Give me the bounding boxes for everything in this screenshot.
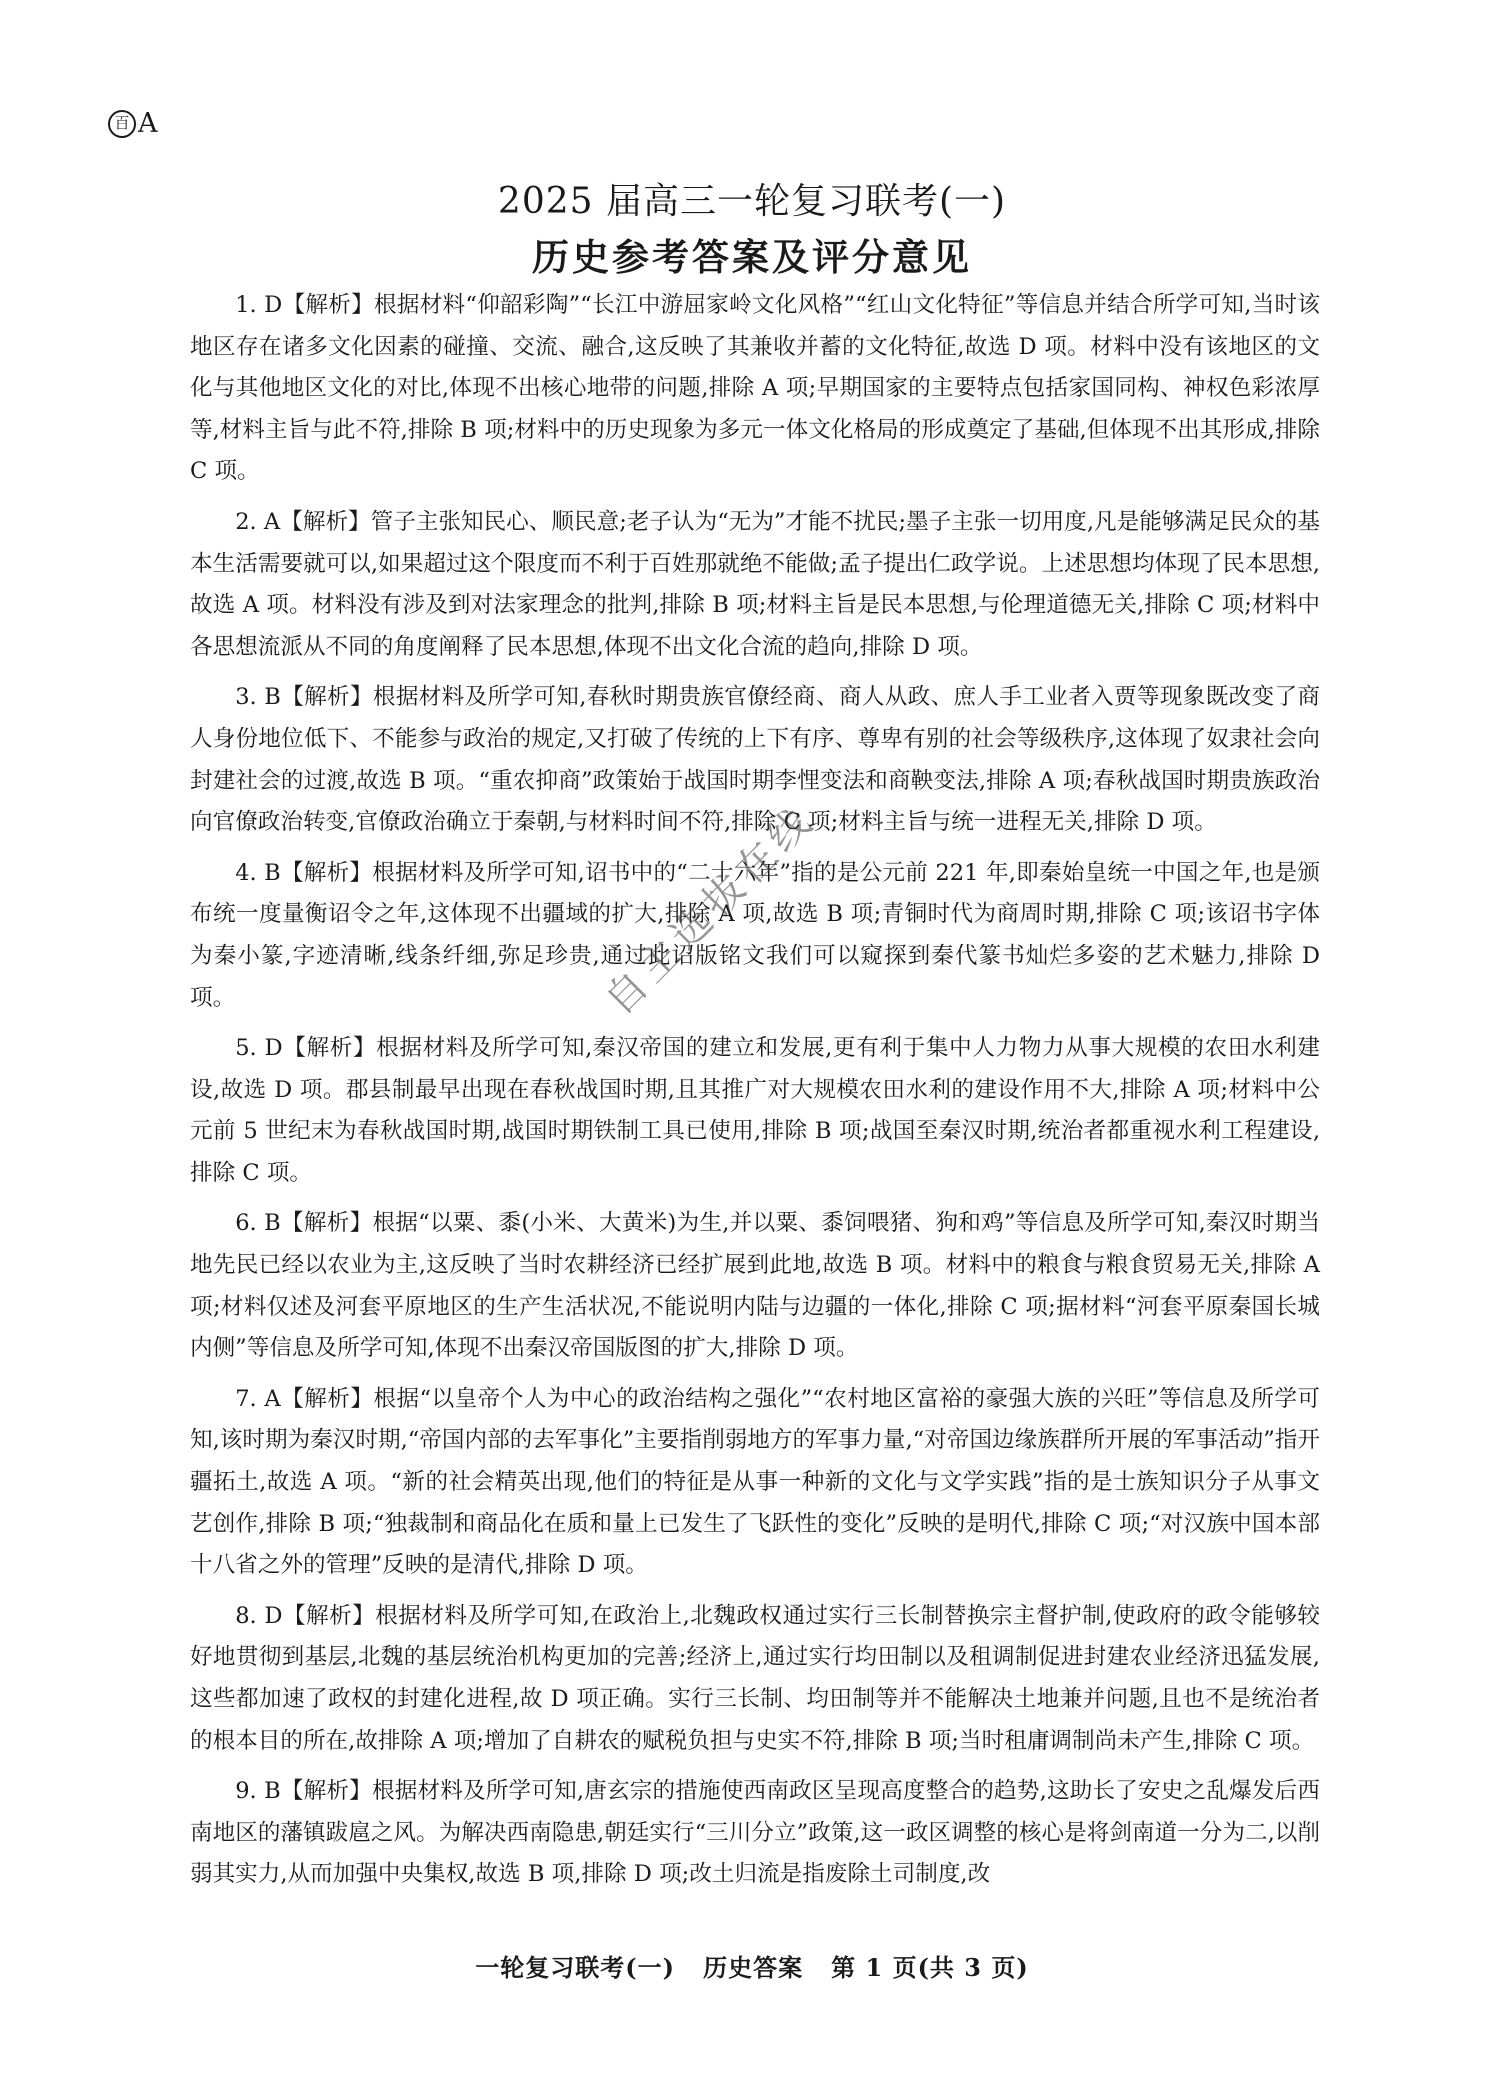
answer-paragraph-9: 9. B【解析】根据材料及所学可知,唐玄宗的措施使西南政区呈现高度整合的趋势,这助长了安史之乱爆发后西南地区的藩镇跋扈之风。为解决西南隐患,朝廷实行“三川分立”政策,这一政区调整的核心是将剑南道一分为二,以削弱其实力,从而加强中央集权,故选 B 项,排除 D 项;改土归流是指废除土司制度,改: [190, 1778, 1320, 1888]
answer-paragraph-4: 4. B【解析】根据材料及所学可知,诏书中的“二十六年”指的是公元前 221 年,即秦始皇统一中国之年,也是颁布统一度量衡诏令之年,这体现不出疆域的扩大,排除 A 项,故选 B 项;青铜时代为商周时期,排除 C 项;该诏书字体为秦小篆,字迹清晰,线条纤细,弥足珍贵,通过此诏版铭文我们可以窥探到秦代篆书灿烂多姿的艺术魅力,排除 D 项。: [190, 859, 1320, 1011]
answer-paragraph-7: 7. A【解析】根据“以皇帝个人为中心的政治结构之强化”“农村地区富裕的豪强大族的兴旺”等信息及所学可知,该时期为秦汉时期,“帝国内部的去军事化”主要指削弱地方的军事力量,“对帝国边缘族群所开展的军事活动”指开疆拓土,故选 A 项。“新的社会精英出现,他们的特征是从事一种新的文化与文学实践”指的是士族知识分子从事文艺创作,排除 B 项;“独裁制和商品化在质和量上已发生了飞跃性的变化”反映的是明代,排除 C 项;“对汉族中国本部十八省之外的管理”反映的是清代,排除 D 项。: [190, 1385, 1320, 1579]
corner-mark: [108, 108, 158, 139]
answer-paragraph-8: 8. D【解析】根据材料及所学可知,在政治上,北魏政权通过实行三长制替换宗主督护制,使政府的政令能够较好地贯彻到基层,北魏的基层统治机构更加的完善;经济上,通过实行均田制以及租调制促进封建农业经济迅猛发展,这些都加速了政权的封建化进程,故 D 项正确。实行三长制、均田制等并不能解决土地兼并问题,且也不是统治者的根本目的所在,故排除 A 项;增加了自耕农的赋税负担与史实不符,排除 B 项;当时租庸调制尚未产生,排除 C 项。: [190, 1602, 1320, 1754]
answer-paragraph-2: 2. A【解析】管子主张知民心、顺民意;老子认为“无为”才能不扰民;墨子主张一切用度,凡是能够满足民众的基本生活需要就可以,如果超过这个限度而不利于百姓那就绝不能做;孟子提出仁政学说。上述思想均体现了民本思想,故选 A 项。材料没有涉及到对法家理念的批判,排除 B 项;材料主旨是民本思想,与伦理道德无关,排除 C 项;材料中各思想流派从不同的角度阐释了民本思想,体现不出文化合流的趋向,排除 D 项。: [190, 508, 1320, 660]
answer-paragraph-6: 6. B【解析】根据“以粟、黍(小米、大黄米)为生,并以粟、黍饲喂猪、狗和鸡”等信息及所学可知,秦汉时期当地先民已经以农业为主,这反映了当时农耕经济已经扩展到此地,故选 B 项。材料中的粮食与粮食贸易无关,排除 A 项;材料仅述及河套平原地区的生产生活状况,不能说明内陆与边疆的一体化,排除 C 项;据材料“河套平原秦国长城内侧”等信息及所学可知,体现不出秦汉帝国版图的扩大,排除 D 项。: [190, 1210, 1320, 1362]
circled-badge-icon: 百: [108, 110, 136, 138]
answer-paragraph-1: 1. D【解析】根据材料“仰韶彩陶”“长江中游屈家岭文化风格”“红山文化特征”等信息并结合所学可知,当时该地区存在诸多文化因素的碰撞、交流、融合,这反映了其兼收并蓄的文化特征,故选 D 项。材料中没有该地区的文化与其他地区文化的对比,体现不出核心地带的问题,排除 A 项;早期国家的主要特点包括家国同构、神权色彩浓厚等,材料主旨与此不符,排除 B 项;材料中的历史现象为多元一体文化格局的形成奠定了基础,但体现不出其形成,排除 C 项。: [190, 292, 1320, 485]
page-subtitle: 历史参考答案及评分意见: [532, 235, 972, 279]
answer-paragraph-3: 3. B【解析】根据材料及所学可知,春秋时期贵族官僚经商、商人从政、庶人手工业者入贾等现象既改变了商人身份地位低下、不能参与政治的规定,又打破了传统的上下有序、尊卑有别的社会等级秩序,这体现了奴隶社会向封建社会的过渡,故选 B 项。“重农抑商”政策始于战国时期李悝变法和商鞅变法,排除 A 项;春秋战国时期贵族政治向官僚政治转变,官僚政治确立于秦朝,与材料时间不符,排除 C 项;材料主旨与统一进程无关,排除 D 项。: [190, 684, 1320, 836]
watermark: 自主选拔在线: [596, 796, 825, 1024]
version-letter: A: [138, 108, 158, 139]
answer-paragraph-5: 5. D【解析】根据材料及所学可知,秦汉帝国的建立和发展,更有利于集中人力物力从事大规模的农田水利建设,故选 D 项。郡县制最早出现在春秋战国时期,且其推广对大规模农田水利的建设作用不大,排除 A 项;材料中公元前 5 世纪末为春秋战国时期,战国时期铁制工具已使用,排除 B 项;战国至秦汉时期,统治者都重视水利工程建设,排除 C 项。: [190, 1035, 1320, 1186]
page-title: 2025 届高三一轮复习联考(一): [497, 181, 1007, 222]
page-footer: 一轮复习联考(一) 历史答案 第 1 页(共 3 页): [475, 1953, 1029, 1982]
answer-list: [190, 285, 1320, 1905]
